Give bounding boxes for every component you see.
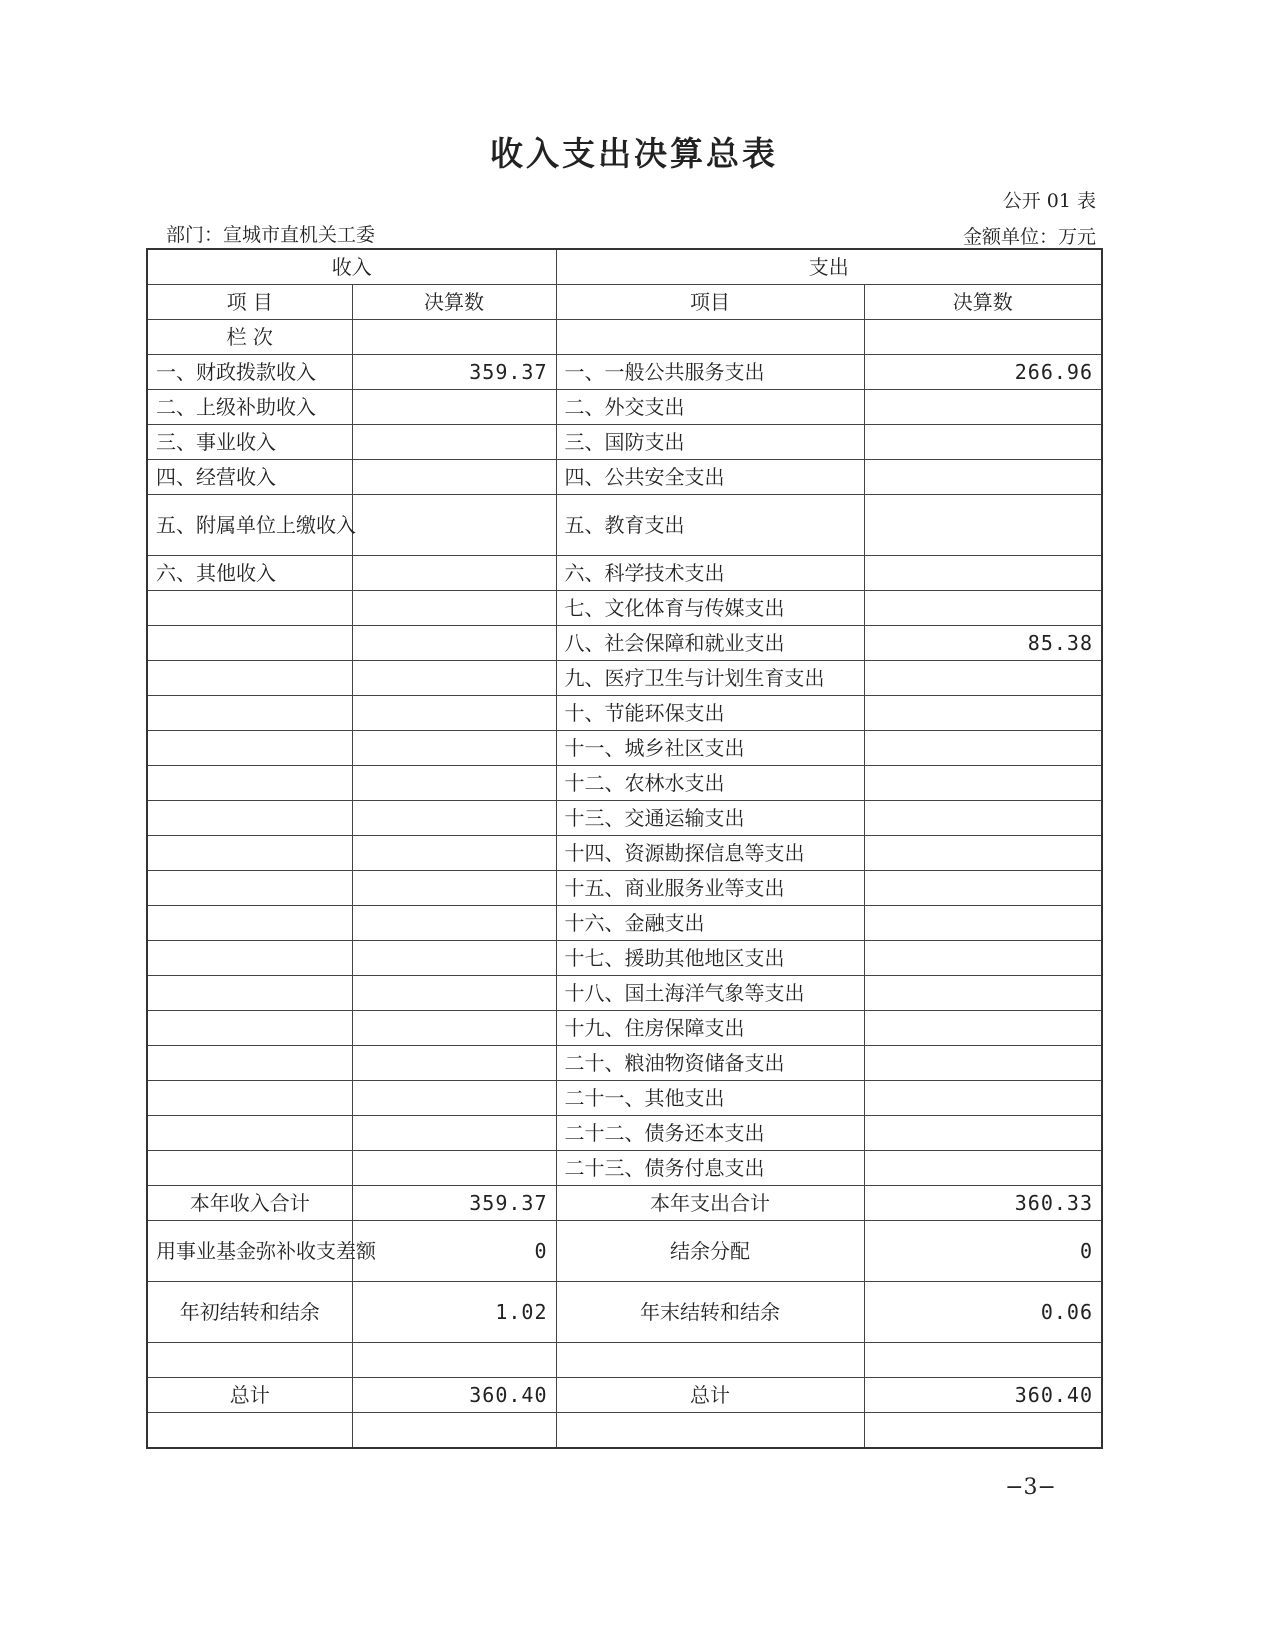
department-label: 部门：宣城市直机关工委	[166, 224, 376, 246]
income-amount-header: 决算数	[352, 285, 556, 320]
budget-summary-table	[146, 248, 1103, 1449]
income-item-value	[352, 906, 556, 941]
expense-item-label: 十八、国土海洋气象等支出	[556, 976, 864, 1011]
table-row	[147, 906, 1102, 941]
table-row	[147, 661, 1102, 696]
income-item-value	[352, 460, 556, 495]
table-row	[147, 941, 1102, 976]
income-item-label	[147, 696, 352, 731]
expense-item-label: 十三、交通运输支出	[556, 801, 864, 836]
income-item-label	[147, 661, 352, 696]
grand-total-row	[147, 1378, 1102, 1413]
income-item-label	[147, 941, 352, 976]
expense-item-label: 二十二、债务还本支出	[556, 1116, 864, 1151]
expense-item-label: 四、公共安全支出	[556, 460, 864, 495]
amount-unit-label: 金额单位：万元	[962, 226, 1096, 248]
expense-item-value	[864, 696, 1102, 731]
income-item-value	[352, 495, 556, 556]
expense-item-label: 十、节能环保支出	[556, 696, 864, 731]
end-carryover-value: 0.06	[864, 1282, 1102, 1343]
carryover-row	[147, 1282, 1102, 1343]
end-carryover-label: 年末结转和结余	[556, 1282, 864, 1343]
expense-item-label: 五、教育支出	[556, 495, 864, 556]
income-item-label	[147, 1081, 352, 1116]
income-item-value	[352, 425, 556, 460]
expense-item-header: 项目	[556, 285, 864, 320]
expense-item-label: 二十三、债务付息支出	[556, 1151, 864, 1186]
income-item-label	[147, 801, 352, 836]
page-number: −3−	[1005, 1475, 1056, 1500]
expense-item-value	[864, 871, 1102, 906]
header-row-columns	[147, 285, 1102, 320]
expense-item-value	[864, 460, 1102, 495]
expense-header: 支出	[556, 249, 1102, 285]
income-total-label: 本年收入合计	[147, 1186, 352, 1221]
table-row	[147, 836, 1102, 871]
expense-item-value	[864, 801, 1102, 836]
expense-item-value	[864, 1116, 1102, 1151]
income-item-value	[352, 1081, 556, 1116]
table-row	[147, 1116, 1102, 1151]
expense-item-label: 八、社会保障和就业支出	[556, 626, 864, 661]
expense-item-label: 九、医疗卫生与计划生育支出	[556, 661, 864, 696]
income-item-label	[147, 626, 352, 661]
expense-item-label: 三、国防支出	[556, 425, 864, 460]
income-item-label: 四、经营收入	[147, 460, 352, 495]
income-item-value	[352, 661, 556, 696]
expense-item-label: 七、文化体育与传媒支出	[556, 591, 864, 626]
income-item-label	[147, 1046, 352, 1081]
income-item-value	[352, 591, 556, 626]
income-item-value	[352, 801, 556, 836]
begin-carryover-label: 年初结转和结余	[147, 1282, 352, 1343]
expense-item-value: 266.96	[864, 355, 1102, 390]
income-item-label	[147, 1011, 352, 1046]
expense-amount-header: 决算数	[864, 285, 1102, 320]
income-item-value	[352, 1116, 556, 1151]
expense-item-value	[864, 495, 1102, 556]
income-item-label	[147, 1116, 352, 1151]
income-item-value	[352, 1046, 556, 1081]
table-row	[147, 355, 1102, 390]
income-item-value	[352, 696, 556, 731]
table-row	[147, 766, 1102, 801]
expense-item-label: 二十、粮油物资储备支出	[556, 1046, 864, 1081]
income-item-label: 六、其他收入	[147, 556, 352, 591]
income-item-label: 一、财政拨款收入	[147, 355, 352, 390]
expense-item-label: 十七、援助其他地区支出	[556, 941, 864, 976]
income-item-label: 二、上级补助收入	[147, 390, 352, 425]
table-row	[147, 390, 1102, 425]
expense-item-value: 85.38	[864, 626, 1102, 661]
expense-item-label: 十二、农林水支出	[556, 766, 864, 801]
table-row	[147, 731, 1102, 766]
table-row	[147, 626, 1102, 661]
table-row	[147, 460, 1102, 495]
table-row	[147, 1081, 1102, 1116]
expense-item-label: 一、一般公共服务支出	[556, 355, 864, 390]
surplus-distribution-value: 0	[864, 1221, 1102, 1282]
table-row	[147, 1011, 1102, 1046]
income-item-label	[147, 906, 352, 941]
expense-total-label: 本年支出合计	[556, 1186, 864, 1221]
expense-item-label: 十九、住房保障支出	[556, 1011, 864, 1046]
table-row	[147, 1151, 1102, 1186]
expense-item-label: 十一、城乡社区支出	[556, 731, 864, 766]
income-item-header: 项 目	[147, 285, 352, 320]
income-item-label	[147, 731, 352, 766]
expense-item-value	[864, 1046, 1102, 1081]
income-item-label: 五、附属单位上缴收入	[147, 495, 352, 556]
table-row	[147, 696, 1102, 731]
expense-item-label: 二、外交支出	[556, 390, 864, 425]
table-row	[147, 495, 1102, 556]
income-item-label	[147, 976, 352, 1011]
table-row	[147, 591, 1102, 626]
grand-total-expense-value: 360.40	[864, 1378, 1102, 1413]
expense-item-value	[864, 1011, 1102, 1046]
income-item-label	[147, 766, 352, 801]
income-total-value: 359.37	[352, 1186, 556, 1221]
page-title: 收入支出决算总表	[490, 134, 778, 173]
expense-item-value	[864, 836, 1102, 871]
expense-item-value	[864, 591, 1102, 626]
grand-total-income-value: 360.40	[352, 1378, 556, 1413]
expense-item-label: 二十一、其他支出	[556, 1081, 864, 1116]
income-item-label	[147, 591, 352, 626]
income-item-value	[352, 976, 556, 1011]
total-row	[147, 1186, 1102, 1221]
income-item-value	[352, 941, 556, 976]
expense-item-value	[864, 766, 1102, 801]
blank-row	[147, 1343, 1102, 1378]
fund-value: 0	[352, 1221, 556, 1282]
grand-total-income-label: 总计	[147, 1378, 352, 1413]
header-row-groups	[147, 249, 1102, 285]
table-row	[147, 976, 1102, 1011]
surplus-distribution-label: 结余分配	[556, 1221, 864, 1282]
expense-item-value	[864, 556, 1102, 591]
column-order-row	[147, 320, 1102, 355]
form-number: 公开 01 表	[1002, 190, 1096, 212]
income-item-value	[352, 1011, 556, 1046]
income-item-value	[352, 871, 556, 906]
income-item-value	[352, 1151, 556, 1186]
expense-item-label: 十四、资源勘探信息等支出	[556, 836, 864, 871]
income-item-value	[352, 556, 556, 591]
expense-item-value	[864, 906, 1102, 941]
expense-item-value	[864, 976, 1102, 1011]
column-order-label: 栏 次	[147, 320, 352, 355]
income-item-label	[147, 871, 352, 906]
income-item-value: 359.37	[352, 355, 556, 390]
expense-item-value	[864, 661, 1102, 696]
fund-label: 用事业基金弥补收支差额	[147, 1221, 352, 1282]
expense-item-label: 十六、金融支出	[556, 906, 864, 941]
blank-row	[147, 1413, 1102, 1449]
table-row	[147, 425, 1102, 460]
expense-item-label: 六、科学技术支出	[556, 556, 864, 591]
expense-item-value	[864, 1081, 1102, 1116]
income-header: 收入	[147, 249, 556, 285]
income-item-label	[147, 1151, 352, 1186]
income-item-value	[352, 766, 556, 801]
expense-item-value	[864, 941, 1102, 976]
income-item-value	[352, 731, 556, 766]
expense-item-value	[864, 731, 1102, 766]
fund-row	[147, 1221, 1102, 1282]
table-row	[147, 871, 1102, 906]
expense-item-value	[864, 425, 1102, 460]
income-item-label: 三、事业收入	[147, 425, 352, 460]
income-item-label	[147, 836, 352, 871]
table-row	[147, 556, 1102, 591]
table-row	[147, 1046, 1102, 1081]
income-item-value	[352, 626, 556, 661]
column-order-cell	[352, 320, 556, 355]
expense-item-value	[864, 1151, 1102, 1186]
table-row	[147, 801, 1102, 836]
income-item-value	[352, 836, 556, 871]
column-order-cell	[556, 320, 864, 355]
column-order-cell	[864, 320, 1102, 355]
expense-total-value: 360.33	[864, 1186, 1102, 1221]
expense-item-value	[864, 390, 1102, 425]
income-item-value	[352, 390, 556, 425]
grand-total-expense-label: 总计	[556, 1378, 864, 1413]
begin-carryover-value: 1.02	[352, 1282, 556, 1343]
expense-item-label: 十五、商业服务业等支出	[556, 871, 864, 906]
